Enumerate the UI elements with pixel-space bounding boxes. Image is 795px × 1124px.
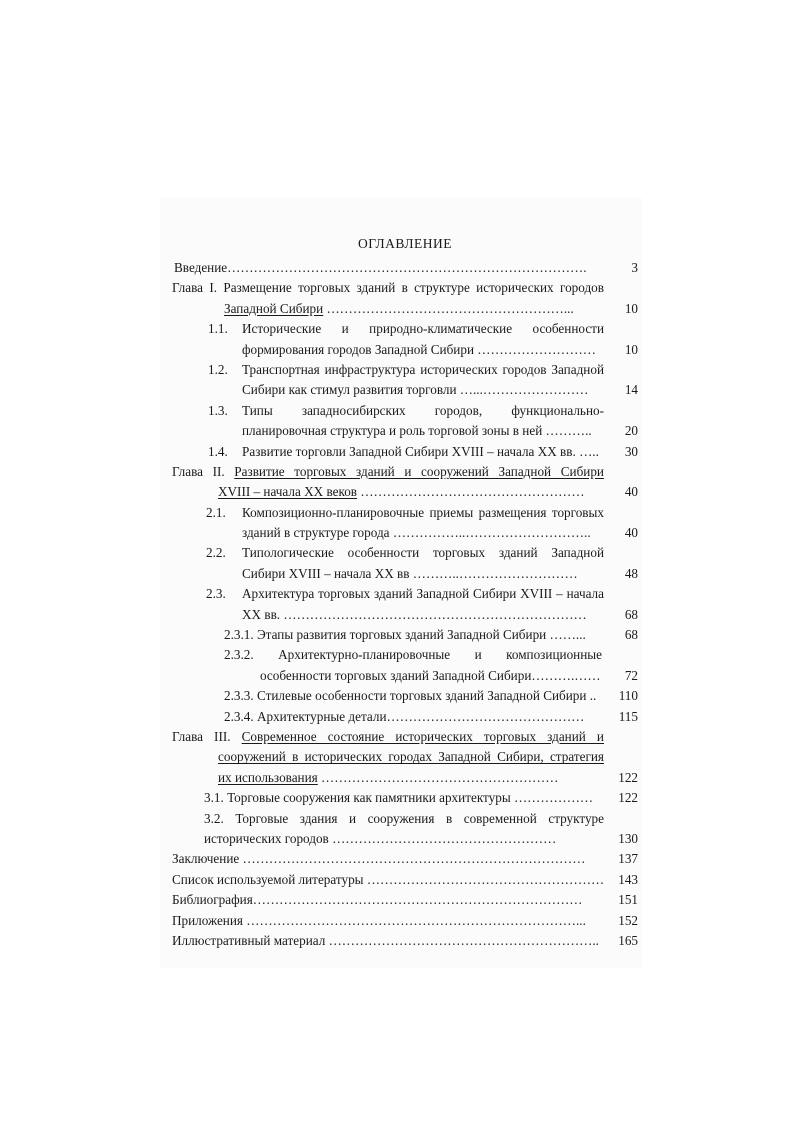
page-number: 152 xyxy=(618,912,638,928)
toc-entry-3-2[interactable] xyxy=(172,809,638,829)
page-number: 40 xyxy=(624,484,638,500)
toc-entry-2-3-2[interactable] xyxy=(172,645,638,665)
toc-entry-chapter-1[interactable] xyxy=(172,278,638,298)
toc-entry-1-2[interactable] xyxy=(172,360,638,380)
chapter-title-underlined: Современное состояние исторических торговых зданий и xyxy=(241,728,604,744)
toc-entry-2-2-cont[interactable] xyxy=(172,564,638,584)
toc-entry-2-1[interactable] xyxy=(172,503,638,523)
section-number: 2.3. xyxy=(206,586,226,602)
page-number: 10 xyxy=(624,341,638,357)
page-number: 122 xyxy=(618,790,638,806)
toc-entry-conclusion[interactable] xyxy=(172,849,638,869)
chapter-title-underlined: Западной Сибири xyxy=(224,300,324,316)
page-number: 30 xyxy=(624,443,638,459)
toc-entry-1-1[interactable] xyxy=(172,319,638,339)
entry-text: 3.1. Торговые сооружения как памятники архитектуры ……………… xyxy=(204,790,594,806)
toc-entry-2-2[interactable] xyxy=(172,543,638,563)
leader-dots: ……………………………………………… xyxy=(317,769,559,785)
page-number: 10 xyxy=(624,300,638,316)
entry-text: исторических городов …………………………………………… xyxy=(204,830,557,846)
toc-title: ОГЛАВЛЕНИЕ xyxy=(357,236,453,251)
toc-entry-2-1-cont[interactable] xyxy=(172,523,638,543)
page-number: 122 xyxy=(618,769,638,785)
toc-entry-1-1-cont[interactable] xyxy=(172,340,638,360)
toc-entry-literature[interactable] xyxy=(172,870,638,890)
table-of-contents xyxy=(172,236,638,951)
toc-entry-1-4[interactable] xyxy=(172,442,638,462)
entry-text: Типы западносибирских городов, функционально- xyxy=(242,402,604,418)
entry-text: Архитектура торговых зданий Западной Сибири XVIII – начала xyxy=(242,586,604,602)
entry-text: особенности торговых зданий Западной Сибири……….…… xyxy=(260,667,601,683)
entry-text: Транспортная инфраструктура исторических городов Западной xyxy=(242,361,604,377)
entry-text: XX вв. …………………………………………………………… xyxy=(242,606,587,622)
chapter-title-underlined: сооружений в исторических городах Западной Сибири, стратегия xyxy=(218,749,604,765)
section-number: 1.3. xyxy=(208,402,228,418)
entry-text: формирования городов Западной Сибири ……………………… xyxy=(242,341,596,357)
entry-text: Сибири XVIII – начала XX вв ………..……………………… xyxy=(242,565,578,581)
toc-entry-chapter-2-cont[interactable] xyxy=(172,482,638,502)
page-number: 68 xyxy=(624,627,638,643)
page-number: 14 xyxy=(624,382,638,398)
page-number: 72 xyxy=(624,667,638,683)
chapter-title-underlined: Развитие торговых зданий и сооружений Западной Сибири xyxy=(234,463,604,479)
chapter-label: Глава III. xyxy=(172,728,231,744)
chapter-title-underlined: их использования xyxy=(218,769,318,785)
toc-entry-2-3-4[interactable] xyxy=(172,707,638,727)
entry-text: Размещение торговых зданий в структуре исторических городов xyxy=(223,280,604,296)
entry-text: Приложения …………………………………………………………………... xyxy=(172,912,586,928)
page-number: 20 xyxy=(624,423,638,439)
entry-text: Исторические и природно-климатические особенности xyxy=(242,321,604,337)
entry-text: Развитие торговли Западной Сибири XVIII – начала XX вв. ….. xyxy=(242,443,599,459)
page-number: 151 xyxy=(618,892,638,908)
toc-entry-3-1[interactable] xyxy=(172,788,638,808)
toc-entry-2-3-1[interactable] xyxy=(172,625,638,645)
page-number: 3 xyxy=(631,260,638,275)
entry-text: планировочная структура и роль торговой зоны в ней ……….. xyxy=(242,423,592,439)
entry-text: Заключение …………………………………………………………………… xyxy=(172,851,586,867)
toc-entry-1-2-cont[interactable] xyxy=(172,380,638,400)
section-number: 1.2. xyxy=(208,361,228,377)
section-number: 1.1. xyxy=(208,321,228,337)
entry-text: Композиционно-планировочные приемы размещения торговых xyxy=(242,504,604,520)
toc-entry-2-3-3[interactable] xyxy=(172,686,638,706)
toc-entry-chapter-2[interactable] xyxy=(172,462,638,482)
page-number: 40 xyxy=(624,525,638,541)
page-number: 48 xyxy=(624,565,638,581)
toc-entry-2-3-cont[interactable] xyxy=(172,605,638,625)
toc-entry-appendices[interactable] xyxy=(172,911,638,931)
toc-entry-1-3[interactable] xyxy=(172,401,638,421)
entry-text: Типологические особенности торговых зданий Западной xyxy=(242,545,604,561)
section-number: 2.2. xyxy=(206,545,226,561)
toc-entry-intro[interactable] xyxy=(172,258,638,278)
leader-dots: …………………………………………… xyxy=(357,484,585,500)
section-number: 2.1. xyxy=(206,504,226,520)
toc-entry-chapter-3[interactable] xyxy=(172,727,638,747)
page-number: 143 xyxy=(618,871,638,887)
page-number: 115 xyxy=(618,708,638,724)
entry-text: 3.2. Торговые здания и сооружения в современной структуре xyxy=(204,810,604,826)
entry-text: зданий в структуре города ……………..……………………….. xyxy=(242,525,591,541)
chapter-title-underlined: XVIII – начала XX веков xyxy=(218,484,358,500)
chapter-label: Глава II. xyxy=(172,463,225,479)
toc-entry-chapter-3-cont[interactable] xyxy=(172,747,638,767)
entry-text: 2.3.2. Архитектурно-планировочные и композиционные xyxy=(224,647,602,663)
section-number: 1.4. xyxy=(208,443,228,459)
toc-entry-3-2-cont[interactable] xyxy=(172,829,638,849)
entry-text: Иллюстративный материал …………………………………………………….. xyxy=(172,932,599,948)
page-number: 165 xyxy=(618,932,638,948)
entry-text: Библиография………………………………………………………………… xyxy=(172,892,583,908)
page-number: 137 xyxy=(618,851,638,867)
entry-text: 2.3.3. Стилевые особенности торговых зданий Западной Сибири .. xyxy=(224,688,597,704)
entry-text: Сибири как стимул развития торговли …...…………………… xyxy=(242,382,589,398)
page-number: 130 xyxy=(618,830,638,846)
page-number: 68 xyxy=(624,606,638,622)
entry-text: Введение………………………………………………………………………. xyxy=(174,260,587,275)
toc-entry-1-3-cont[interactable] xyxy=(172,421,638,441)
entry-text: Список используемой литературы ……………………………………………… xyxy=(172,871,604,887)
toc-entry-2-3-2-cont[interactable] xyxy=(172,666,638,686)
leader-dots: ………………………………………………... xyxy=(323,300,574,316)
chapter-label: Глава I. xyxy=(172,280,218,296)
toc-entry-chapter-3-cont-2[interactable] xyxy=(172,768,638,788)
toc-entry-2-3[interactable] xyxy=(172,584,638,604)
page-number: 110 xyxy=(618,688,638,704)
toc-entry-chapter-1-cont[interactable] xyxy=(172,299,638,319)
entry-text: 2.3.4. Архитектурные детали……………………………………… xyxy=(224,708,585,724)
entry-text: 2.3.1. Этапы развития торговых зданий Западной Сибири ……... xyxy=(224,627,586,643)
toc-entry-illustrations[interactable] xyxy=(172,931,638,951)
toc-entry-bibliography[interactable] xyxy=(172,890,638,910)
